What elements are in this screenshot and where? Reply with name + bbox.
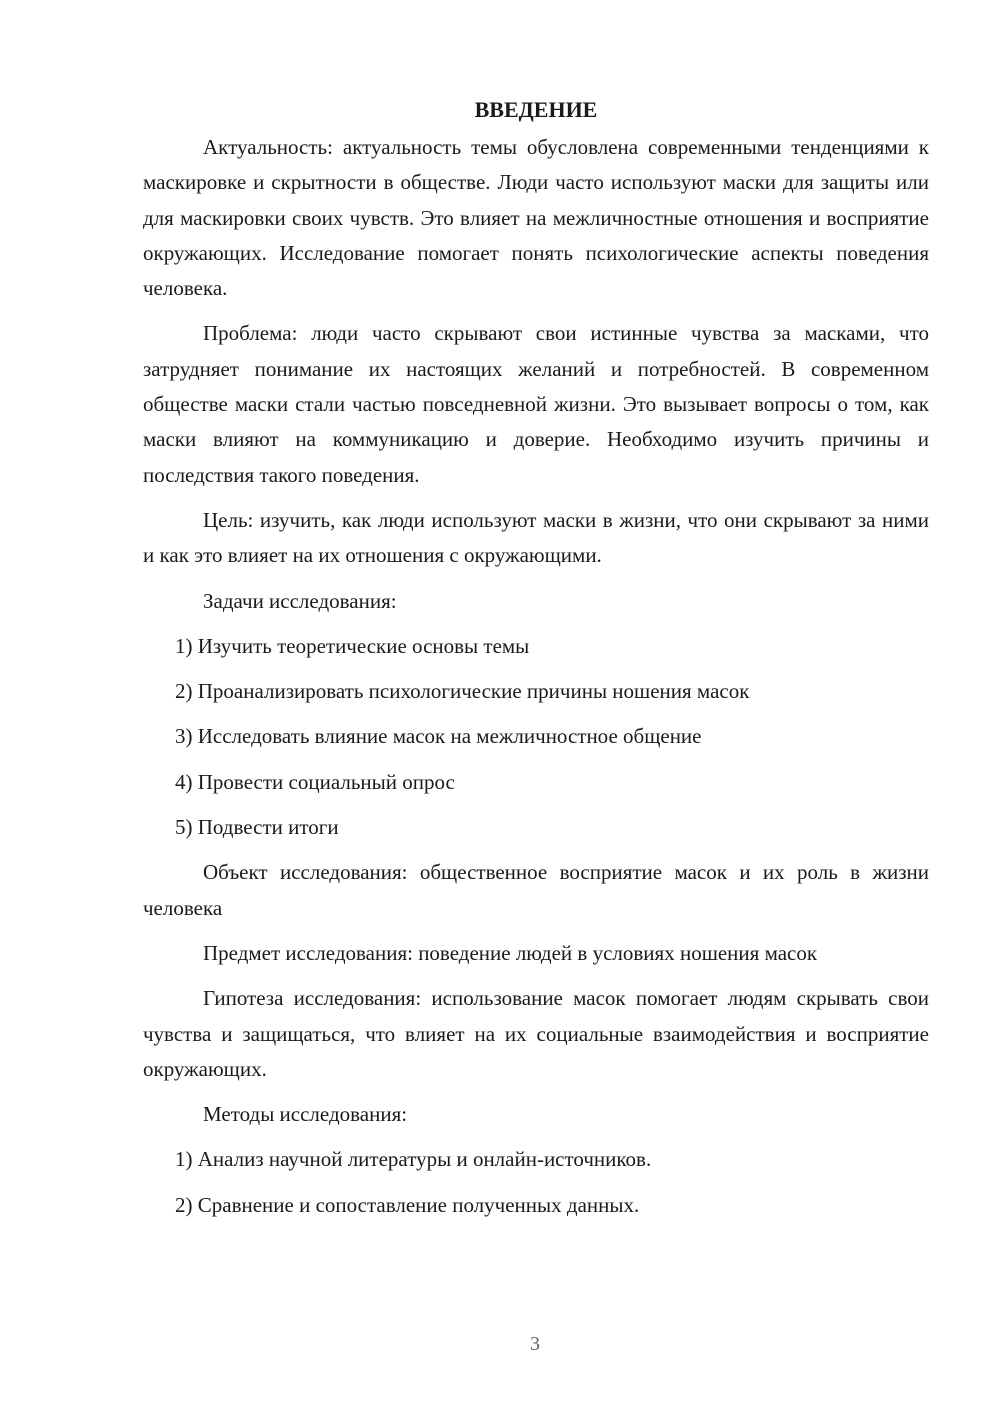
method-item: 1) Анализ научной литературы и онлайн-источников. — [175, 1147, 652, 1172]
hypothesis-paragraph: Гипотеза исследования: использование масок помогает людям скрывать свои чувства и защищаться, что влияет на их социальные взаимодействия и восприятие окружающих. — [143, 986, 929, 1081]
goal-paragraph: Цель: изучить, как люди используют маски в жизни, что они скрывают за ними и как это влияет на их отношения с окружающими. — [143, 507, 929, 568]
section-heading: ВВЕДЕНИЕ — [474, 97, 598, 122]
object-paragraph: Объект исследования: общественное восприятие масок и их роль в жизни человека — [143, 860, 929, 920]
task-item: 3) Исследовать влияние масок на межличностное общение — [175, 724, 702, 749]
methods-title: Методы исследования: — [203, 1102, 408, 1127]
task-item: 1) Изучить теоретические основы темы — [175, 633, 530, 658]
task-item: 4) Провести социальный опрос — [175, 769, 455, 794]
subject-paragraph: Предмет исследования: поведение людей в условиях ношения масок — [203, 940, 818, 965]
problem-paragraph: Проблема: люди часто скрывают свои истинные чувства за масками, что затрудняет понимание их настоящих желаний и потребностей. В современном обществе маски стали частью повседневной жизни. Это вызывает вопросы о том, как маски влияют на коммуникацию и доверие. Необходимо изучить причины и последствия такого поведения. — [143, 321, 929, 487]
task-item: 2) Проанализировать психологические причины ношения масок — [175, 679, 750, 704]
tasks-title: Задачи исследования: — [203, 588, 397, 613]
method-item: 2) Сравнение и сопоставление полученных данных. — [175, 1192, 640, 1217]
page-number: 3 — [530, 1333, 540, 1355]
document-page — [143, 92, 929, 1233]
relevance-paragraph: Актуальность: актуальность темы обусловлена современными тенденциями к маскировке и скрытности в обществе. Люди часто используют маски для защиты или для маскировки своих чувств. Это влияет на межличностные отношения и восприятие окружающих. Исследование помогает понять психологические аспекты поведения человека. — [143, 135, 929, 301]
task-item: 5) Подвести итоги — [175, 815, 339, 840]
